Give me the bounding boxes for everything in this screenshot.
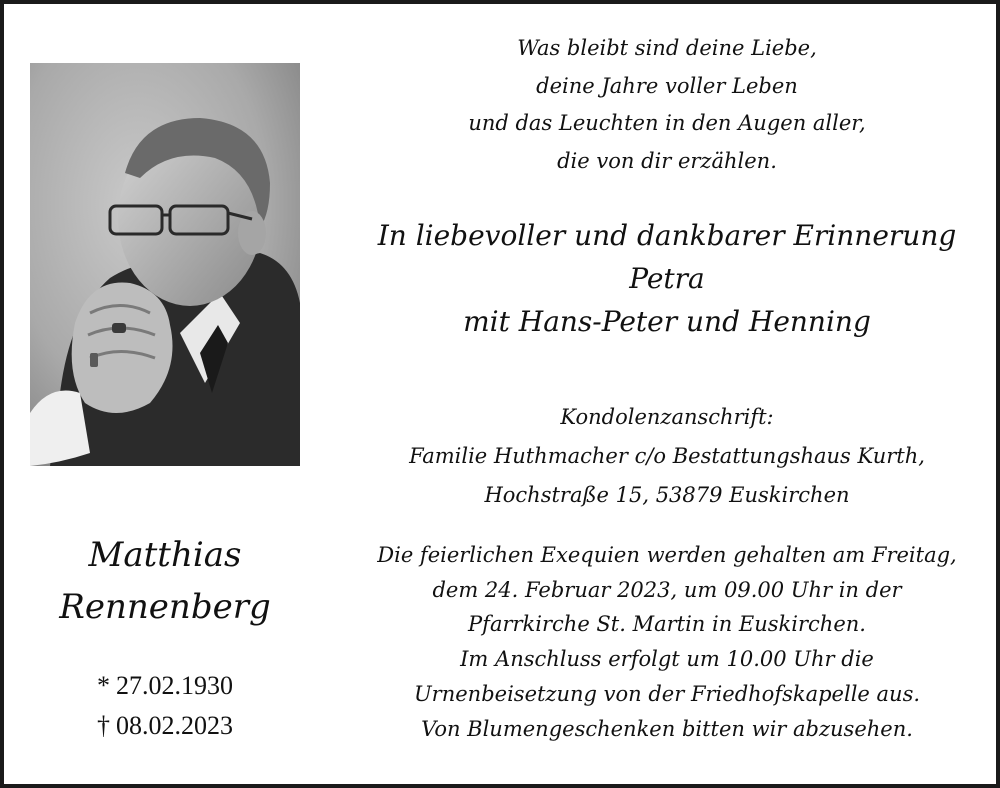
memory-heading: In liebevoller und dankbarer Erinnerung (377, 219, 957, 252)
service-line: dem 24. Februar 2023, um 09.00 Uhr in der (432, 577, 902, 602)
death-date: 08.02.2023 (116, 711, 233, 740)
service-line: Urnenbeisetzung von der Friedhofskapelle aus. (413, 681, 921, 706)
birth-date: 27.02.1930 (116, 671, 233, 700)
death-cross-icon: † (97, 711, 110, 740)
quote-line: deine Jahre voller Leben (536, 73, 798, 98)
mourner-name: Petra (629, 262, 705, 295)
condolence-address (334, 398, 1000, 515)
service-line: Im Anschluss erfolgt um 10.00 Uhr die (460, 647, 874, 672)
birth-date-line (30, 670, 300, 702)
deceased-first-name: Matthias (88, 535, 242, 575)
birth-star-icon: * (97, 671, 110, 700)
deceased-last-name: Rennenberg (59, 587, 271, 627)
portrait-photo (30, 63, 300, 466)
address-heading: Kondolenzanschrift: (560, 405, 774, 429)
service-line: Von Blumengeschenken bitten wir abzusehen. (421, 716, 913, 741)
death-date-line (30, 710, 300, 742)
quote-line: die von dir erzählen. (557, 148, 777, 173)
quote-line: und das Leuchten in den Augen aller, (468, 111, 866, 135)
quote-line: Was bleibt sind deine Liebe, (517, 36, 817, 60)
service-line: Pfarrkirche St. Martin in Euskirchen. (468, 612, 866, 637)
address-line: Hochstraße 15, 53879 Euskirchen (484, 483, 850, 507)
memorial-quote (334, 30, 1000, 180)
mourner-names: mit Hans-Peter und Henning (463, 305, 871, 338)
service-line: Die feierlichen Exequien werden gehalten am Freitag, (377, 543, 957, 567)
funeral-service-info (334, 538, 1000, 746)
address-line: Familie Huthmacher c/o Bestattungshaus Kurth, (409, 444, 925, 468)
mourners-block (334, 214, 1000, 343)
